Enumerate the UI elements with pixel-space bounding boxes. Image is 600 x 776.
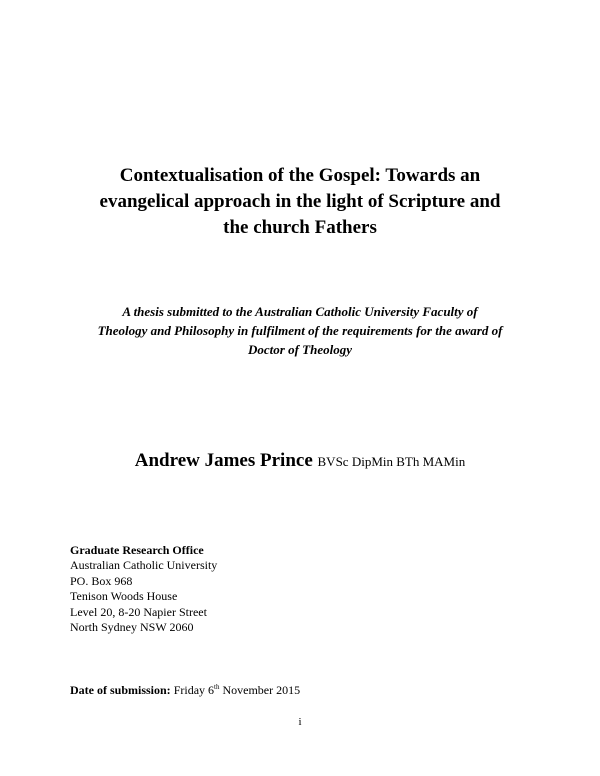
thesis-title-line-1: Contextualisation of the Gospel: Towards an	[119, 165, 481, 186]
address-line: Tenison Woods House	[70, 589, 178, 604]
thesis-title-line-2: evangelical approach in the light of Scripture and	[99, 191, 501, 212]
submission-date-label: Date of submission:	[70, 683, 171, 697]
thesis-statement-line-2: Theology and Philosophy in fulfilment of the requirements for the award of	[97, 323, 503, 338]
office-name: Graduate Research Office	[70, 543, 204, 557]
address-line: Australian Catholic University	[70, 558, 218, 573]
address-line: PO. Box 968	[70, 573, 133, 588]
author-line	[60, 449, 540, 474]
thesis-statement-line-1: A thesis submitted to the Australian Catholic University Faculty of	[122, 304, 478, 319]
thesis-statement	[80, 302, 520, 359]
address-line: Level 20, 8-20 Napier Street	[70, 604, 207, 619]
thesis-title-line-3: the church Fathers	[223, 217, 377, 238]
thesis-statement-line-3: Doctor of Theology	[248, 342, 352, 357]
page-number: i	[298, 716, 302, 728]
submission-date-day: Friday 6	[173, 683, 215, 697]
author-degrees: BVSc DipMin BTh MAMin	[317, 454, 466, 469]
thesis-title	[70, 163, 530, 241]
address-line: North Sydney NSW 2060	[70, 620, 194, 635]
author-name: Andrew James Prince	[134, 450, 313, 471]
submission-date-rest: November 2015	[222, 683, 301, 697]
submission-date	[70, 683, 300, 698]
address-block	[70, 543, 217, 635]
submission-date-ordinal: th	[214, 683, 220, 691]
